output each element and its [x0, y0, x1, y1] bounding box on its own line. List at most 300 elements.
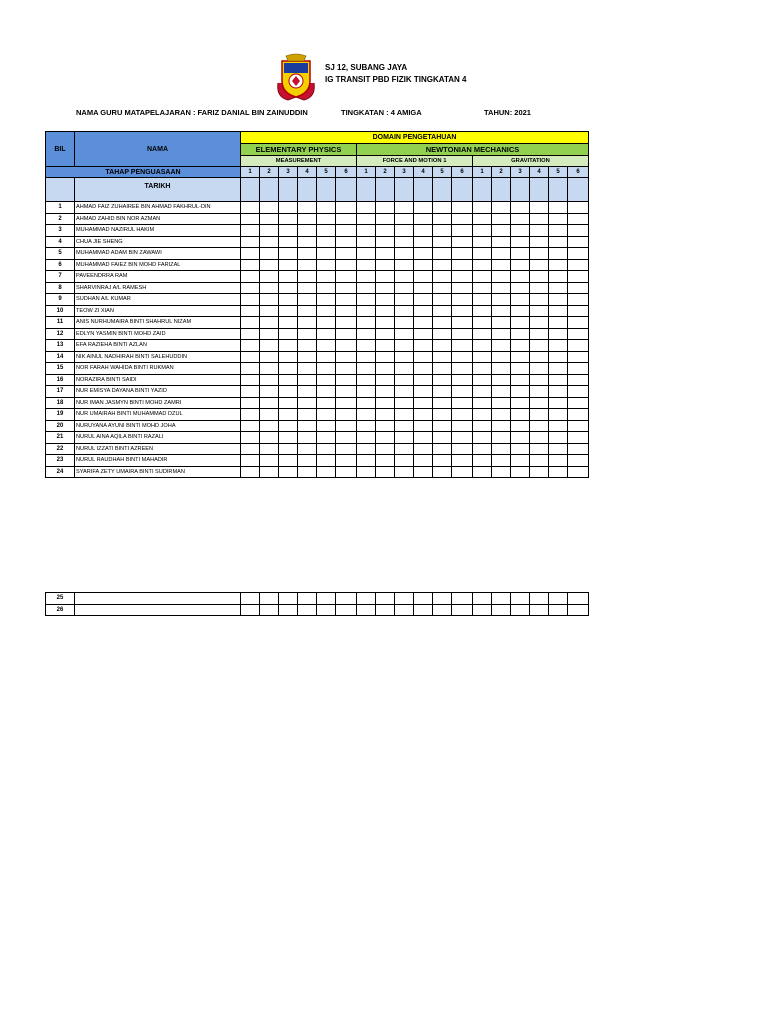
score-cell[interactable] [260, 455, 279, 467]
score-cell[interactable] [511, 466, 530, 478]
score-cell[interactable] [357, 351, 376, 363]
score-cell[interactable] [357, 259, 376, 271]
score-cell[interactable] [241, 409, 260, 421]
score-cell[interactable] [452, 432, 473, 444]
score-cell[interactable] [376, 248, 395, 260]
score-cell[interactable] [473, 294, 492, 306]
score-cell[interactable] [511, 340, 530, 352]
score-cell[interactable] [433, 305, 452, 317]
date-cell[interactable] [241, 178, 260, 202]
score-cell[interactable] [452, 466, 473, 478]
date-cell[interactable] [376, 178, 395, 202]
score-cell[interactable] [260, 420, 279, 432]
score-cell[interactable] [511, 225, 530, 237]
score-cell[interactable] [336, 455, 357, 467]
score-cell[interactable] [433, 202, 452, 214]
score-cell[interactable] [376, 443, 395, 455]
score-cell[interactable] [452, 259, 473, 271]
score-cell[interactable] [568, 248, 589, 260]
date-cell[interactable] [568, 178, 589, 202]
score-cell[interactable] [336, 466, 357, 478]
score-cell[interactable] [452, 604, 473, 616]
score-cell[interactable] [414, 282, 433, 294]
score-cell[interactable] [549, 202, 568, 214]
score-cell[interactable] [414, 305, 433, 317]
score-cell[interactable] [414, 443, 433, 455]
score-cell[interactable] [317, 363, 336, 375]
score-cell[interactable] [317, 236, 336, 248]
score-cell[interactable] [298, 420, 317, 432]
score-cell[interactable] [298, 202, 317, 214]
score-cell[interactable] [336, 248, 357, 260]
score-cell[interactable] [395, 248, 414, 260]
score-cell[interactable] [511, 374, 530, 386]
score-cell[interactable] [279, 259, 298, 271]
score-cell[interactable] [317, 386, 336, 398]
score-cell[interactable] [433, 259, 452, 271]
score-cell[interactable] [414, 259, 433, 271]
score-cell[interactable] [511, 317, 530, 329]
score-cell[interactable] [395, 593, 414, 605]
score-cell[interactable] [433, 340, 452, 352]
score-cell[interactable] [298, 432, 317, 444]
score-cell[interactable] [549, 248, 568, 260]
score-cell[interactable] [376, 202, 395, 214]
date-cell[interactable] [395, 178, 414, 202]
score-cell[interactable] [568, 236, 589, 248]
score-cell[interactable] [298, 305, 317, 317]
score-cell[interactable] [473, 202, 492, 214]
date-cell[interactable] [298, 178, 317, 202]
date-cell[interactable] [473, 178, 492, 202]
score-cell[interactable] [492, 455, 511, 467]
score-cell[interactable] [260, 466, 279, 478]
score-cell[interactable] [414, 604, 433, 616]
score-cell[interactable] [336, 259, 357, 271]
score-cell[interactable] [473, 397, 492, 409]
score-cell[interactable] [433, 443, 452, 455]
score-cell[interactable] [395, 397, 414, 409]
score-cell[interactable] [376, 305, 395, 317]
score-cell[interactable] [473, 236, 492, 248]
score-cell[interactable] [376, 236, 395, 248]
score-cell[interactable] [433, 466, 452, 478]
score-cell[interactable] [568, 466, 589, 478]
score-cell[interactable] [492, 305, 511, 317]
score-cell[interactable] [473, 604, 492, 616]
score-cell[interactable] [511, 282, 530, 294]
score-cell[interactable] [511, 294, 530, 306]
score-cell[interactable] [336, 213, 357, 225]
score-cell[interactable] [414, 593, 433, 605]
score-cell[interactable] [317, 225, 336, 237]
score-cell[interactable] [376, 213, 395, 225]
score-cell[interactable] [298, 282, 317, 294]
score-cell[interactable] [376, 363, 395, 375]
score-cell[interactable] [492, 317, 511, 329]
score-cell[interactable] [530, 593, 549, 605]
score-cell[interactable] [452, 305, 473, 317]
score-cell[interactable] [473, 466, 492, 478]
score-cell[interactable] [298, 593, 317, 605]
score-cell[interactable] [414, 225, 433, 237]
score-cell[interactable] [317, 432, 336, 444]
score-cell[interactable] [452, 420, 473, 432]
score-cell[interactable] [260, 351, 279, 363]
score-cell[interactable] [298, 328, 317, 340]
score-cell[interactable] [530, 604, 549, 616]
score-cell[interactable] [433, 328, 452, 340]
score-cell[interactable] [549, 363, 568, 375]
score-cell[interactable] [511, 202, 530, 214]
score-cell[interactable] [530, 386, 549, 398]
score-cell[interactable] [414, 271, 433, 283]
score-cell[interactable] [357, 294, 376, 306]
score-cell[interactable] [511, 328, 530, 340]
score-cell[interactable] [376, 328, 395, 340]
score-cell[interactable] [568, 305, 589, 317]
score-cell[interactable] [395, 328, 414, 340]
score-cell[interactable] [568, 340, 589, 352]
score-cell[interactable] [279, 363, 298, 375]
score-cell[interactable] [336, 443, 357, 455]
score-cell[interactable] [336, 432, 357, 444]
score-cell[interactable] [549, 604, 568, 616]
score-cell[interactable] [357, 397, 376, 409]
score-cell[interactable] [260, 397, 279, 409]
score-cell[interactable] [452, 443, 473, 455]
score-cell[interactable] [568, 363, 589, 375]
score-cell[interactable] [473, 213, 492, 225]
score-cell[interactable] [473, 593, 492, 605]
score-cell[interactable] [511, 213, 530, 225]
date-cell[interactable] [357, 178, 376, 202]
score-cell[interactable] [530, 351, 549, 363]
score-cell[interactable] [452, 593, 473, 605]
score-cell[interactable] [492, 328, 511, 340]
score-cell[interactable] [260, 328, 279, 340]
score-cell[interactable] [317, 271, 336, 283]
score-cell[interactable] [549, 317, 568, 329]
score-cell[interactable] [260, 282, 279, 294]
score-cell[interactable] [241, 248, 260, 260]
score-cell[interactable] [511, 248, 530, 260]
score-cell[interactable] [492, 466, 511, 478]
score-cell[interactable] [298, 225, 317, 237]
score-cell[interactable] [492, 409, 511, 421]
score-cell[interactable] [357, 236, 376, 248]
score-cell[interactable] [492, 236, 511, 248]
score-cell[interactable] [492, 420, 511, 432]
score-cell[interactable] [317, 340, 336, 352]
score-cell[interactable] [568, 397, 589, 409]
score-cell[interactable] [549, 351, 568, 363]
score-cell[interactable] [317, 455, 336, 467]
score-cell[interactable] [395, 466, 414, 478]
score-cell[interactable] [376, 225, 395, 237]
score-cell[interactable] [279, 305, 298, 317]
score-cell[interactable] [376, 593, 395, 605]
score-cell[interactable] [260, 317, 279, 329]
score-cell[interactable] [260, 374, 279, 386]
score-cell[interactable] [260, 363, 279, 375]
score-cell[interactable] [492, 443, 511, 455]
score-cell[interactable] [279, 409, 298, 421]
score-cell[interactable] [395, 317, 414, 329]
score-cell[interactable] [395, 386, 414, 398]
score-cell[interactable] [298, 351, 317, 363]
score-cell[interactable] [317, 282, 336, 294]
score-cell[interactable] [473, 443, 492, 455]
score-cell[interactable] [530, 328, 549, 340]
score-cell[interactable] [241, 225, 260, 237]
score-cell[interactable] [376, 409, 395, 421]
score-cell[interactable] [511, 593, 530, 605]
score-cell[interactable] [511, 409, 530, 421]
score-cell[interactable] [298, 248, 317, 260]
score-cell[interactable] [414, 363, 433, 375]
score-cell[interactable] [395, 409, 414, 421]
score-cell[interactable] [395, 202, 414, 214]
score-cell[interactable] [568, 455, 589, 467]
score-cell[interactable] [376, 604, 395, 616]
score-cell[interactable] [452, 202, 473, 214]
score-cell[interactable] [241, 363, 260, 375]
score-cell[interactable] [549, 374, 568, 386]
score-cell[interactable] [298, 397, 317, 409]
score-cell[interactable] [414, 432, 433, 444]
score-cell[interactable] [357, 443, 376, 455]
score-cell[interactable] [492, 340, 511, 352]
score-cell[interactable] [433, 604, 452, 616]
score-cell[interactable] [241, 420, 260, 432]
score-cell[interactable] [357, 305, 376, 317]
score-cell[interactable] [511, 351, 530, 363]
score-cell[interactable] [279, 432, 298, 444]
score-cell[interactable] [357, 248, 376, 260]
score-cell[interactable] [414, 317, 433, 329]
score-cell[interactable] [452, 386, 473, 398]
score-cell[interactable] [568, 593, 589, 605]
score-cell[interactable] [568, 443, 589, 455]
score-cell[interactable] [414, 386, 433, 398]
score-cell[interactable] [530, 248, 549, 260]
score-cell[interactable] [241, 236, 260, 248]
score-cell[interactable] [549, 213, 568, 225]
score-cell[interactable] [357, 374, 376, 386]
score-cell[interactable] [492, 604, 511, 616]
score-cell[interactable] [279, 374, 298, 386]
score-cell[interactable] [336, 271, 357, 283]
score-cell[interactable] [568, 225, 589, 237]
score-cell[interactable] [260, 432, 279, 444]
score-cell[interactable] [260, 604, 279, 616]
score-cell[interactable] [530, 282, 549, 294]
score-cell[interactable] [549, 409, 568, 421]
score-cell[interactable] [433, 282, 452, 294]
score-cell[interactable] [279, 202, 298, 214]
score-cell[interactable] [298, 409, 317, 421]
score-cell[interactable] [336, 363, 357, 375]
score-cell[interactable] [549, 386, 568, 398]
score-cell[interactable] [433, 236, 452, 248]
score-cell[interactable] [279, 328, 298, 340]
score-cell[interactable] [357, 282, 376, 294]
score-cell[interactable] [317, 409, 336, 421]
score-cell[interactable] [568, 328, 589, 340]
score-cell[interactable] [549, 593, 568, 605]
score-cell[interactable] [511, 386, 530, 398]
score-cell[interactable] [336, 328, 357, 340]
score-cell[interactable] [298, 604, 317, 616]
score-cell[interactable] [279, 604, 298, 616]
score-cell[interactable] [530, 340, 549, 352]
score-cell[interactable] [452, 374, 473, 386]
score-cell[interactable] [414, 213, 433, 225]
score-cell[interactable] [241, 593, 260, 605]
score-cell[interactable] [317, 259, 336, 271]
score-cell[interactable] [357, 386, 376, 398]
score-cell[interactable] [549, 455, 568, 467]
score-cell[interactable] [511, 236, 530, 248]
score-cell[interactable] [414, 340, 433, 352]
score-cell[interactable] [568, 432, 589, 444]
score-cell[interactable] [395, 443, 414, 455]
score-cell[interactable] [492, 593, 511, 605]
score-cell[interactable] [298, 236, 317, 248]
score-cell[interactable] [260, 271, 279, 283]
date-cell[interactable] [492, 178, 511, 202]
score-cell[interactable] [317, 213, 336, 225]
score-cell[interactable] [317, 317, 336, 329]
score-cell[interactable] [414, 351, 433, 363]
score-cell[interactable] [530, 213, 549, 225]
score-cell[interactable] [473, 363, 492, 375]
date-cell[interactable] [433, 178, 452, 202]
score-cell[interactable] [336, 374, 357, 386]
score-cell[interactable] [433, 397, 452, 409]
score-cell[interactable] [336, 282, 357, 294]
score-cell[interactable] [492, 213, 511, 225]
score-cell[interactable] [241, 351, 260, 363]
score-cell[interactable] [433, 271, 452, 283]
score-cell[interactable] [549, 420, 568, 432]
score-cell[interactable] [433, 386, 452, 398]
score-cell[interactable] [336, 236, 357, 248]
score-cell[interactable] [433, 213, 452, 225]
score-cell[interactable] [395, 351, 414, 363]
score-cell[interactable] [452, 328, 473, 340]
score-cell[interactable] [298, 317, 317, 329]
score-cell[interactable] [568, 282, 589, 294]
score-cell[interactable] [376, 432, 395, 444]
score-cell[interactable] [549, 282, 568, 294]
score-cell[interactable] [260, 340, 279, 352]
score-cell[interactable] [279, 351, 298, 363]
score-cell[interactable] [376, 259, 395, 271]
score-cell[interactable] [414, 420, 433, 432]
score-cell[interactable] [568, 202, 589, 214]
score-cell[interactable] [395, 225, 414, 237]
score-cell[interactable] [241, 466, 260, 478]
score-cell[interactable] [414, 397, 433, 409]
score-cell[interactable] [452, 294, 473, 306]
score-cell[interactable] [473, 225, 492, 237]
score-cell[interactable] [336, 604, 357, 616]
score-cell[interactable] [336, 420, 357, 432]
score-cell[interactable] [357, 271, 376, 283]
score-cell[interactable] [357, 225, 376, 237]
score-cell[interactable] [317, 294, 336, 306]
score-cell[interactable] [317, 305, 336, 317]
score-cell[interactable] [260, 409, 279, 421]
score-cell[interactable] [357, 593, 376, 605]
score-cell[interactable] [260, 213, 279, 225]
score-cell[interactable] [492, 271, 511, 283]
score-cell[interactable] [279, 455, 298, 467]
date-cell[interactable] [452, 178, 473, 202]
score-cell[interactable] [260, 236, 279, 248]
score-cell[interactable] [549, 225, 568, 237]
score-cell[interactable] [376, 374, 395, 386]
score-cell[interactable] [317, 466, 336, 478]
score-cell[interactable] [317, 443, 336, 455]
score-cell[interactable] [473, 282, 492, 294]
score-cell[interactable] [568, 604, 589, 616]
score-cell[interactable] [376, 420, 395, 432]
score-cell[interactable] [452, 409, 473, 421]
score-cell[interactable] [260, 294, 279, 306]
score-cell[interactable] [452, 282, 473, 294]
score-cell[interactable] [452, 213, 473, 225]
score-cell[interactable] [357, 363, 376, 375]
score-cell[interactable] [511, 455, 530, 467]
score-cell[interactable] [298, 374, 317, 386]
date-cell[interactable] [260, 178, 279, 202]
score-cell[interactable] [336, 397, 357, 409]
score-cell[interactable] [568, 420, 589, 432]
score-cell[interactable] [433, 294, 452, 306]
score-cell[interactable] [473, 386, 492, 398]
score-cell[interactable] [433, 351, 452, 363]
score-cell[interactable] [511, 259, 530, 271]
date-cell[interactable] [279, 178, 298, 202]
score-cell[interactable] [414, 294, 433, 306]
score-cell[interactable] [336, 294, 357, 306]
score-cell[interactable] [414, 236, 433, 248]
score-cell[interactable] [530, 317, 549, 329]
score-cell[interactable] [568, 409, 589, 421]
score-cell[interactable] [473, 432, 492, 444]
score-cell[interactable] [279, 271, 298, 283]
score-cell[interactable] [549, 432, 568, 444]
score-cell[interactable] [530, 202, 549, 214]
score-cell[interactable] [357, 317, 376, 329]
score-cell[interactable] [298, 259, 317, 271]
score-cell[interactable] [568, 294, 589, 306]
score-cell[interactable] [452, 340, 473, 352]
score-cell[interactable] [452, 351, 473, 363]
score-cell[interactable] [511, 363, 530, 375]
score-cell[interactable] [241, 317, 260, 329]
score-cell[interactable] [376, 294, 395, 306]
score-cell[interactable] [298, 340, 317, 352]
score-cell[interactable] [336, 305, 357, 317]
score-cell[interactable] [260, 225, 279, 237]
score-cell[interactable] [357, 340, 376, 352]
score-cell[interactable] [279, 248, 298, 260]
score-cell[interactable] [492, 351, 511, 363]
